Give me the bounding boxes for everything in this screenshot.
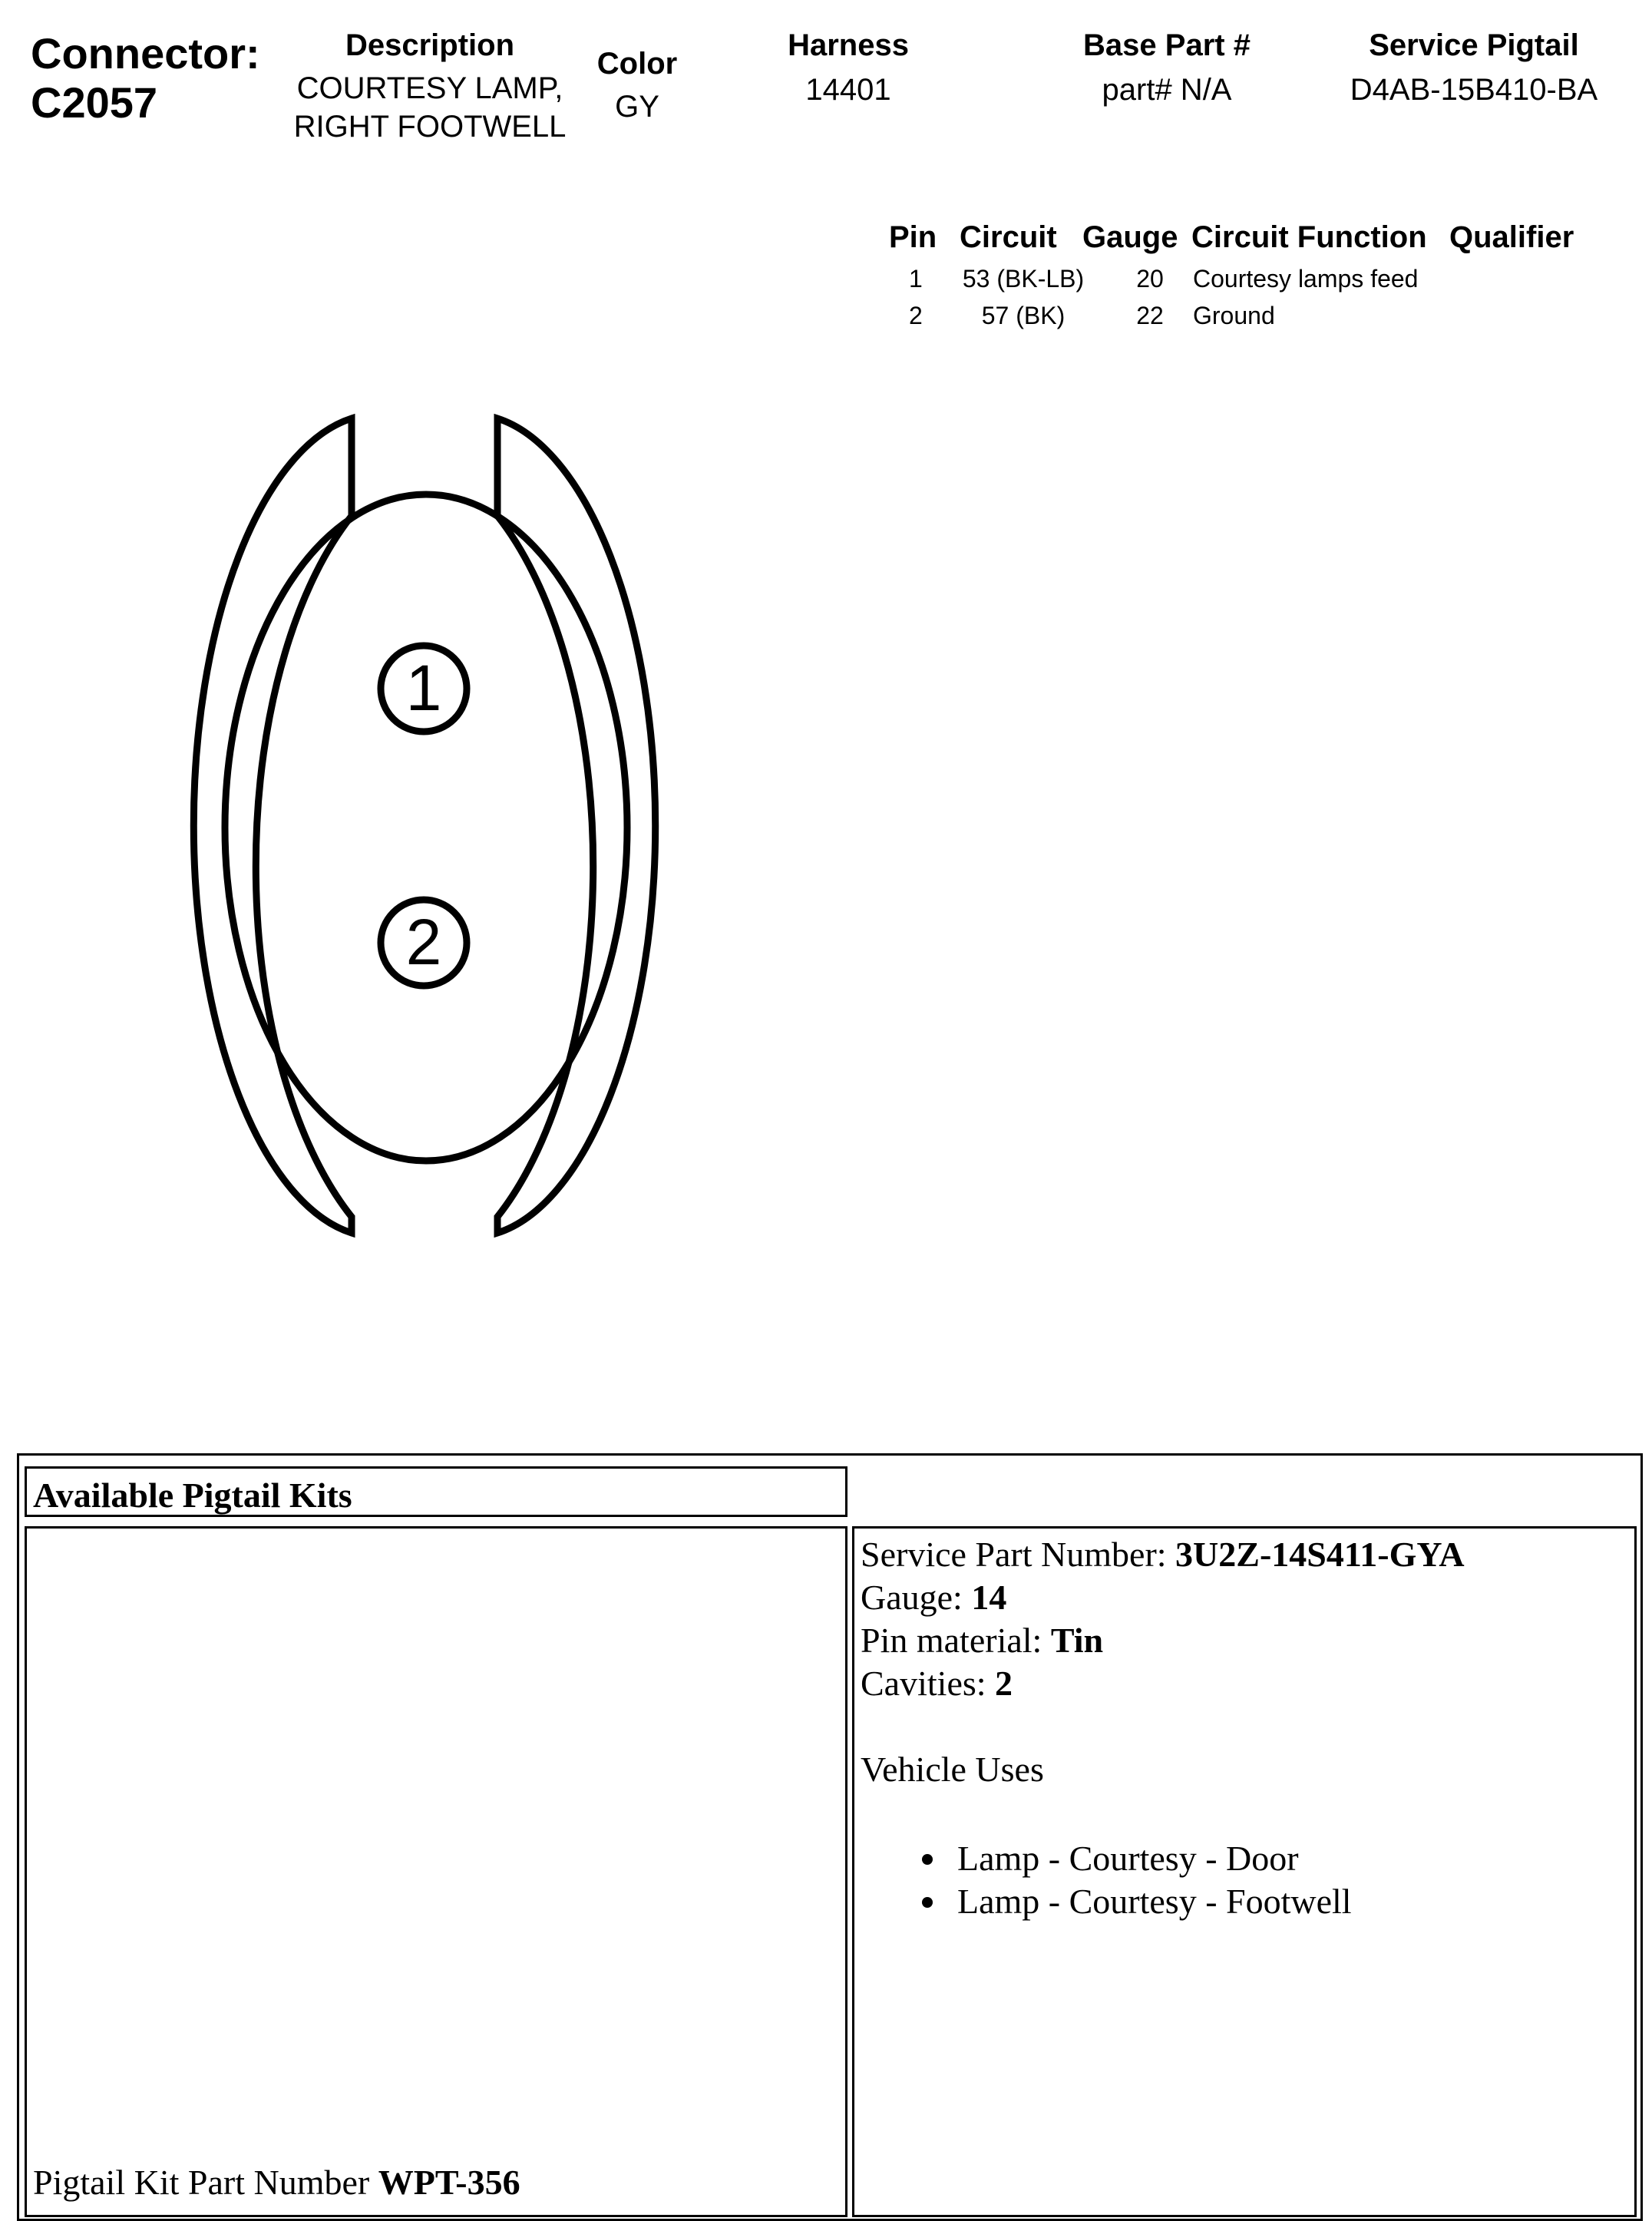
description-line-2: RIGHT FOOTWELL: [293, 110, 567, 144]
pigtail-kit-part-number: [33, 2161, 520, 2204]
pin-material-value: Tin: [1050, 1621, 1104, 1660]
pin-label-1: 1: [405, 652, 442, 724]
cavities-value: 2: [995, 1664, 1013, 1703]
harness-value: 14401: [805, 73, 891, 107]
pin-label-2: 2: [405, 906, 442, 978]
row-1-function: Courtesy lamps feed: [1193, 265, 1419, 292]
color-title: Color: [596, 47, 678, 81]
service-pigtail-title: Service Pigtail: [1369, 28, 1579, 62]
connector-body-outline: [225, 494, 627, 1161]
base-part-value: part# N/A: [1102, 73, 1232, 107]
description-title: Description: [345, 28, 515, 62]
color-value: GY: [615, 90, 659, 124]
gauge-label: Gauge:: [861, 1578, 972, 1617]
vehicle-use-item: [957, 1880, 1465, 1923]
description-line-1: COURTESY LAMP,: [296, 71, 563, 105]
pin-material-label: Pin material:: [861, 1621, 1051, 1660]
row-1-gauge: 20: [1136, 265, 1164, 292]
pin-material-line: [861, 1619, 1465, 1662]
pin-cavity-2: [381, 900, 467, 986]
bullet-icon: [922, 1854, 933, 1865]
pigtail-kit-image-cell: [25, 1526, 847, 2217]
vehicle-use-text: Lamp - Courtesy - Footwell: [957, 1882, 1352, 1921]
row-1-pin: 1: [909, 265, 923, 292]
function-header: Circuit Function: [1191, 220, 1427, 254]
row-2-gauge: 22: [1136, 302, 1164, 329]
pin-table: [889, 220, 1641, 343]
bullet-icon: [922, 1897, 933, 1908]
pigtail-kit-details-cell: [852, 1526, 1637, 2217]
row-2-circuit: 57 (BK): [981, 302, 1066, 329]
pigtail-kits-title-cell: [25, 1466, 847, 1517]
gauge-line: [861, 1576, 1465, 1619]
qualifier-header: Qualifier: [1449, 220, 1574, 254]
vehicle-use-text: Lamp - Courtesy - Door: [957, 1839, 1299, 1878]
harness-title: Harness: [788, 28, 909, 62]
service-part-number-line: [861, 1533, 1465, 1576]
base-part-column: [1029, 26, 1305, 109]
pin-header: Pin: [889, 220, 937, 254]
service-pigtail-column: [1305, 26, 1643, 109]
connector-id: C2057: [31, 78, 158, 127]
kit-part-label: Pigtail Kit Part Number: [33, 2163, 378, 2202]
pin-cavity-1: [381, 646, 467, 732]
vehicle-uses-title: Vehicle Uses: [861, 1750, 1044, 1789]
vehicle-use-item: [957, 1837, 1465, 1880]
pigtail-kits-title: Available Pigtail Kits: [33, 1476, 352, 1515]
kit-part-value: WPT-356: [378, 2163, 520, 2202]
gauge-header: Gauge: [1082, 220, 1178, 254]
cavities-line: [861, 1662, 1465, 1705]
connector-face-diagram: [0, 0, 768, 1305]
right-latch-shape: [497, 418, 656, 1233]
service-part-value: 3U2Z-14S411-GYA: [1175, 1535, 1465, 1574]
circuit-header: Circuit: [960, 220, 1057, 254]
connector-label: Connector:: [31, 29, 260, 78]
cavities-label: Cavities:: [861, 1664, 996, 1703]
kit-details: [861, 1533, 1465, 1923]
service-part-label: Service Part Number:: [861, 1535, 1176, 1574]
service-pigtail-value: D4AB-15B410-BA: [1350, 73, 1598, 107]
gauge-value: 14: [971, 1578, 1007, 1617]
base-part-title: Base Part #: [1083, 28, 1251, 62]
row-1-circuit: 53 (BK-LB): [962, 265, 1085, 292]
vehicle-uses-list: [957, 1837, 1465, 1923]
row-2-function: Ground: [1193, 302, 1275, 329]
row-2-pin: 2: [909, 302, 923, 329]
